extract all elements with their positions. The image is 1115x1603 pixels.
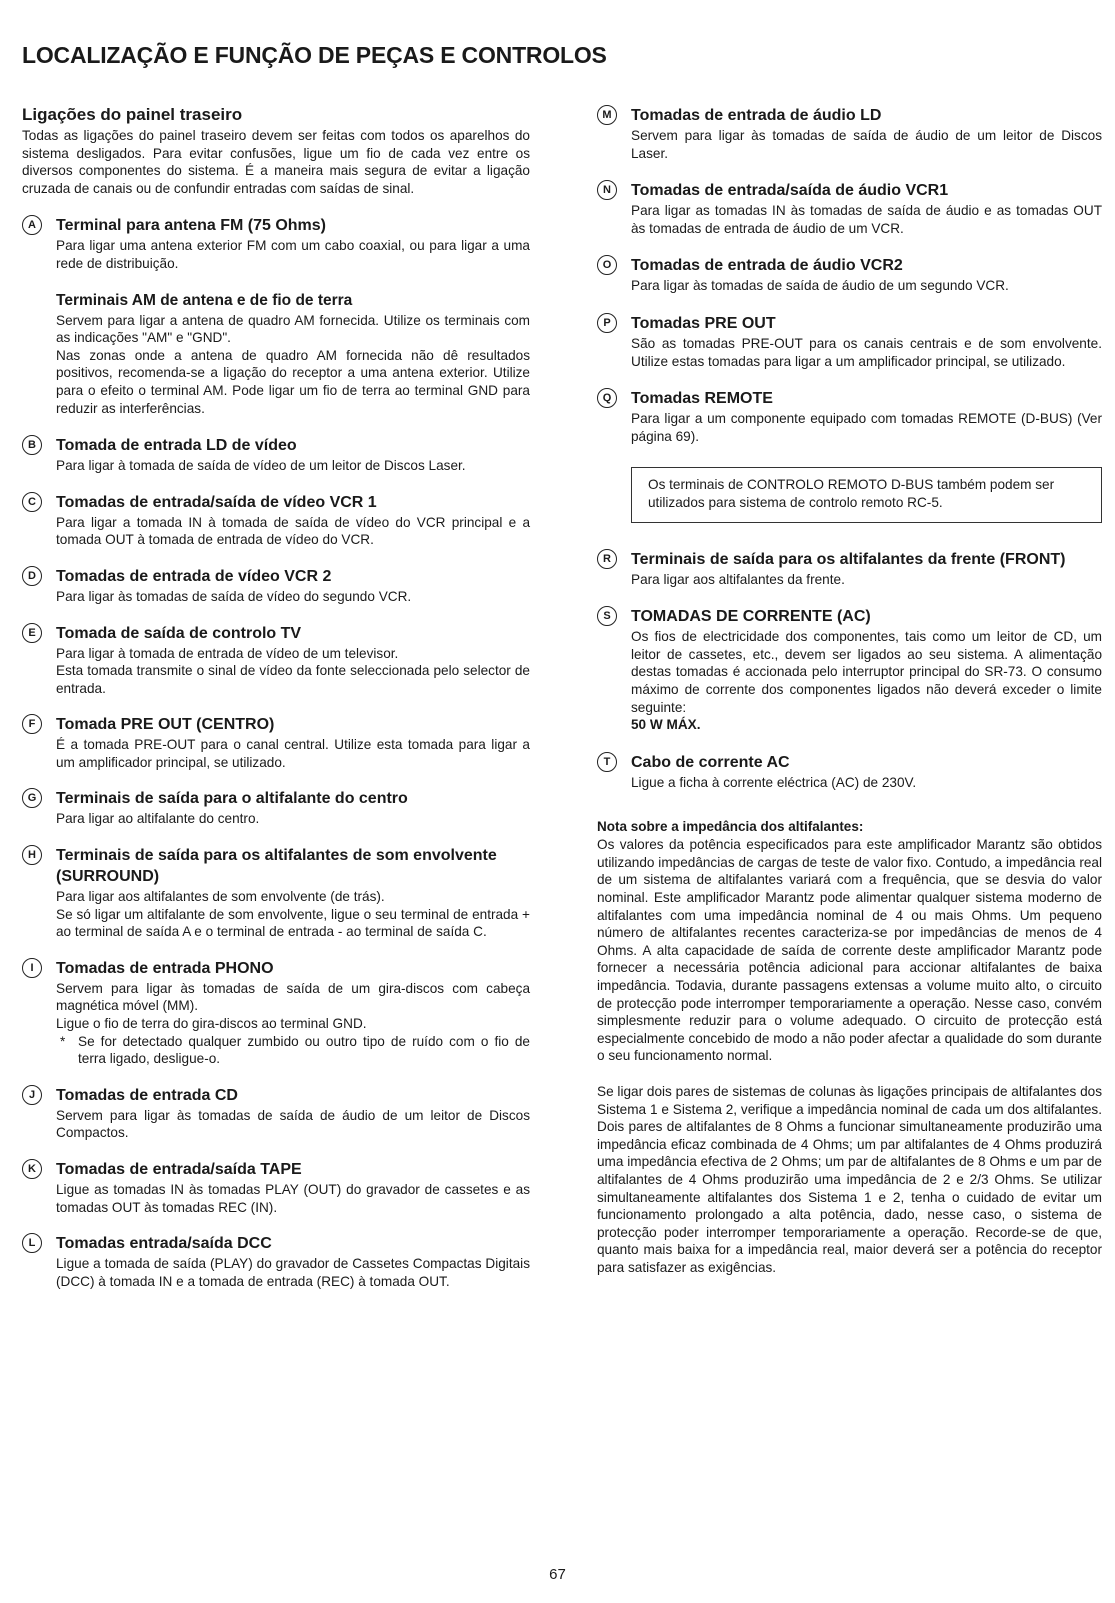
- item-body: Para ligar aos altifalantes da frente.: [631, 571, 845, 587]
- bullet-text: Se for detectado qualquer zumbido ou outro tipo de ruído com o fio de terra ligado, desligue-o.: [78, 1033, 530, 1067]
- letter-badge-l: L: [22, 1233, 42, 1253]
- item-body: São as tomadas PRE-OUT para os canais centrais e de som envolvente. Utilize estas tomadas para ligar a um amplificador principal, se utilizado.: [631, 335, 1102, 369]
- left-column: [22, 105, 530, 1290]
- item-title: Tomadas de entrada/saída TAPE: [56, 1161, 302, 1178]
- item-title: Tomada PRE OUT (CENTRO): [56, 716, 275, 734]
- letter-badge-h: H: [22, 845, 42, 865]
- item-body: Servem para ligar às tomadas de saída de um gira-discos com cabeça magnética móvel (MM).: [56, 980, 530, 1014]
- item-title: Terminal para antena FM (75 Ohms): [56, 217, 326, 235]
- item-title: Tomadas PRE OUT: [631, 314, 776, 332]
- bullet-star-icon: *: [60, 1033, 66, 1049]
- note-box: Os terminais de CONTROLO REMOTO D-BUS também podem ser utilizados para sistema de controlo remoto RC-5.: [631, 467, 1102, 522]
- item-subtitle: Terminais AM de antena e de fio de terra: [56, 291, 353, 309]
- letter-badge-n: N: [597, 180, 617, 200]
- letter-badge-g: G: [22, 788, 42, 808]
- item-l: [22, 1233, 530, 1290]
- letter-badge-j: J: [22, 1085, 42, 1105]
- item-b: [22, 435, 530, 475]
- item-a: [22, 215, 530, 272]
- item-body: Para ligar às tomadas de saída de áudio de um segundo VCR.: [631, 278, 1009, 294]
- item-body-2: Se só ligar um altifalante de som envolvente, ligue o seu terminal de entrada + ao terminal de saída A e o terminal de entrada - ao terminal de saída C.: [56, 906, 530, 940]
- letter-badge-b: B: [22, 435, 42, 455]
- item-title: Tomadas entrada/saída DCC: [56, 1235, 272, 1253]
- item-body: Para ligar a tomada IN à tomada de saída de vídeo do VCR principal e a tomada OUT à tomada de entrada de vídeo do VCR.: [56, 514, 530, 548]
- letter-badge-q: Q: [597, 388, 617, 408]
- item-body: Ligue a tomada de saída (PLAY) do gravador de Cassetes Compactas Digitais (DCC) à tomada IN e a tomada de entrada (REC) à tomada OUT.: [56, 1256, 530, 1289]
- item-title: Terminais de saída para o altifalante do centro: [56, 790, 408, 808]
- item-title: TOMADAS DE CORRENTE (AC): [631, 608, 871, 626]
- impedance-note-paragraph-2: Se ligar dois pares de sistemas de colunas às ligações principais de altifalantes dos Sistema 1 e Sistema 2, verifique a impedância nominal de cada um dos altifalantes. Dois pares de altifalantes de 8 Ohms a funcionar simultaneamente produzirão uma impedância eficaz combinada de 4 Ohms; um par altifalantes de 4 Ohms produzirá uma impedância efectiva de 2 Ohms; um par de altifalantes de 8 Ohms e um par de altifalantes de 4 Ohms produzirão uma impedância de 2 e 2/3 Ohms. Se utilizar simultaneamente altifalantes dos Sistema 1 e 2, tenha o cuidado de evitar um funcionamento prolongado a alta potência, dado, nesse caso, o sistema de protecção poder interromper temporariamente a operação. Recorde-se de que, quanto mais baixa for a impedância real, maior deverá ser a potência do receptor para satisfazer as exigências.: [597, 1084, 1102, 1275]
- letter-badge-r: R: [597, 549, 617, 569]
- item-title: Tomada de saída de controlo TV: [56, 624, 302, 642]
- item-title: Tomadas REMOTE: [631, 390, 773, 408]
- letter-badge-i: I: [22, 958, 42, 978]
- item-k: [22, 1159, 530, 1216]
- item-g: [22, 788, 530, 828]
- item-body: Para ligar uma antena exterior FM com um cabo coaxial, ou para ligar a uma rede de distribuição.: [56, 238, 530, 271]
- item-am-terminals: [22, 291, 530, 418]
- item-body: Servem para ligar a antena de quadro AM fornecida. Utilize os terminais com as indicações "AM" e "GND".: [56, 312, 530, 346]
- item-title: Cabo de corrente AC: [631, 753, 790, 771]
- item-body: Para ligar a um componente equipado com tomadas REMOTE (D-BUS) (Ver página 69).: [631, 411, 1102, 444]
- item-title: Tomadas de entrada/saída de vídeo VCR 1: [56, 493, 377, 511]
- item-body-2: Esta tomada transmite o sinal de vídeo da fonte seleccionada pelo selector de entrada.: [56, 663, 530, 696]
- item-body: Os fios de electricidade dos componentes, tais como um leitor de CD, um leitor de cassetes, etc., devem ser ligados ao seu sistema. A alimentação destas tomadas é accionada pelo interruptor principal do SR-73. O consumo máximo de corrente dos componentes ligados não deverá exceder o limite seguinte:: [631, 629, 1102, 715]
- letter-badge-d: D: [22, 566, 42, 586]
- item-title: Tomadas de entrada de áudio VCR2: [631, 257, 903, 275]
- letter-badge-c: C: [22, 492, 42, 512]
- letter-badge-e: E: [22, 623, 42, 643]
- letter-badge-o: O: [597, 255, 617, 275]
- item-body: Ligue as tomadas IN às tomadas PLAY (OUT) do gravador de cassetes e as tomadas OUT às tomadas REC (IN).: [56, 1182, 530, 1215]
- item-title: Tomadas de entrada de áudio LD: [631, 107, 882, 124]
- letter-badge-a: A: [22, 215, 42, 235]
- item-body: É a tomada PRE-OUT para o canal central. Utilize esta tomada para ligar a um amplificador principal, se utilizado.: [56, 737, 530, 770]
- item-title: Tomadas de entrada CD: [56, 1086, 238, 1104]
- letter-badge-f: F: [22, 714, 42, 734]
- item-i: [22, 958, 530, 1068]
- item-body-2: Ligue o fio de terra do gira-discos ao terminal GND.: [56, 1016, 367, 1032]
- item-body: Para ligar às tomadas de saída de vídeo do segundo VCR.: [56, 588, 412, 604]
- item-body-2: 50 W MÁX.: [631, 717, 701, 733]
- item-c: [22, 492, 530, 549]
- item-s: [597, 606, 1102, 734]
- letter-badge-m: M: [597, 105, 617, 125]
- item-r: [597, 549, 1102, 589]
- item-body: Ligue a ficha à corrente eléctrica (AC) de 230V.: [631, 774, 917, 790]
- item-bullet: [56, 1033, 530, 1068]
- item-body: Servem para ligar às tomadas de saída de áudio de um leitor de Discos Laser.: [631, 128, 1102, 161]
- item-title: Tomadas de entrada PHONO: [56, 959, 274, 977]
- section-intro: Todas as ligações do painel traseiro devem ser feitas com todos os aparelhos do sistema desligados. Para evitar confusões, ligue um fio de cada vez entre os diversos componentes do sistema. É a maneira mais segura de evitar a ligação cruzada de canais ou de confundir entradas com saídas de sinal.: [22, 128, 530, 196]
- page-number: 67: [549, 1566, 566, 1583]
- item-p: [597, 313, 1102, 370]
- item-body: Para ligar à tomada de saída de vídeo de um leitor de Discos Laser.: [56, 458, 466, 474]
- item-t: [597, 752, 1102, 792]
- item-m: [597, 105, 1102, 162]
- item-body: Para ligar à tomada de entrada de vídeo de um televisor.: [56, 645, 399, 661]
- impedance-note-paragraph-1: Os valores da potência especificados para este amplificador Marantz são obtidos utilizando impedâncias de cargas de teste de valor fixo. Contudo, a impedância real de um sistema de altifalantes variará com a frequência, que se desvia do valor nominal. Este amplificador Marantz pode alimentar qualquer sistema moderno de altifalantes com uma impedância nominal de 4 ou mais Ohms. Um pequeno número de altifalantes recentes caracteriza-se por impedâncias de menos de 4 Ohms. A alta capacidade de saída de corrente deste amplificador Marantz pode fornecer a necessária potência adicional para accionar altifalantes de baixa impedância. Todavia, durante passagens extensas a volume muito alto, o circuito de protecção pode interromper temporariamente a operação. Nesse caso, convém simplesmente reduzir para o volume adequado. O circuito de protecção está especialmente concebido de modo a não poder afectar a qualidade do som durante o seu funcionamento normal.: [597, 837, 1102, 1064]
- item-d: [22, 566, 530, 606]
- item-title: Tomadas de entrada/saída de áudio VCR1: [631, 182, 949, 200]
- letter-badge-k: K: [22, 1159, 42, 1179]
- letter-badge-t: T: [597, 752, 617, 772]
- page-title: LOCALIZAÇÃO E FUNÇÃO DE PEÇAS E CONTROLOS: [22, 42, 607, 68]
- impedance-note-heading: Nota sobre a impedância dos altifalantes:: [597, 819, 864, 835]
- item-title: Terminais de saída para os altifalantes de som envolvente (SURROUND): [56, 847, 497, 886]
- letter-badge-s: S: [597, 606, 617, 626]
- item-body: Para ligar aos altifalantes de som envolvente (de trás).: [56, 889, 385, 905]
- item-title: Terminais de saída para os altifalantes da frente (FRONT): [631, 550, 1066, 568]
- item-n: [597, 180, 1102, 237]
- right-column: [597, 105, 1102, 1277]
- item-j: [22, 1085, 530, 1142]
- item-title: Tomada de entrada LD de vídeo: [56, 437, 297, 455]
- item-body: Para ligar as tomadas IN às tomadas de saída de áudio e as tomadas OUT às tomadas de entrada de áudio de um VCR.: [631, 203, 1102, 236]
- item-o: [597, 255, 1102, 295]
- item-e: [22, 623, 530, 698]
- item-q: [597, 388, 1102, 445]
- letter-badge-p: P: [597, 313, 617, 333]
- item-title: Tomadas de entrada de vídeo VCR 2: [56, 567, 332, 585]
- item-f: [22, 714, 530, 771]
- item-body: Servem para ligar às tomadas de saída de áudio de um leitor de Discos Compactos.: [56, 1107, 530, 1141]
- item-h: [22, 845, 530, 941]
- item-body-2: Nas zonas onde a antena de quadro AM fornecida não dê resultados positivos, recomenda-se a ligação do receptor a uma antena exterior. Utilize para o efeito o terminal AM. Pode ligar um fio de terra ao terminal GND para reduzir as interferências.: [56, 347, 530, 416]
- item-body: Para ligar ao altifalante do centro.: [56, 811, 260, 827]
- section-heading: Ligações do painel traseiro: [22, 105, 243, 124]
